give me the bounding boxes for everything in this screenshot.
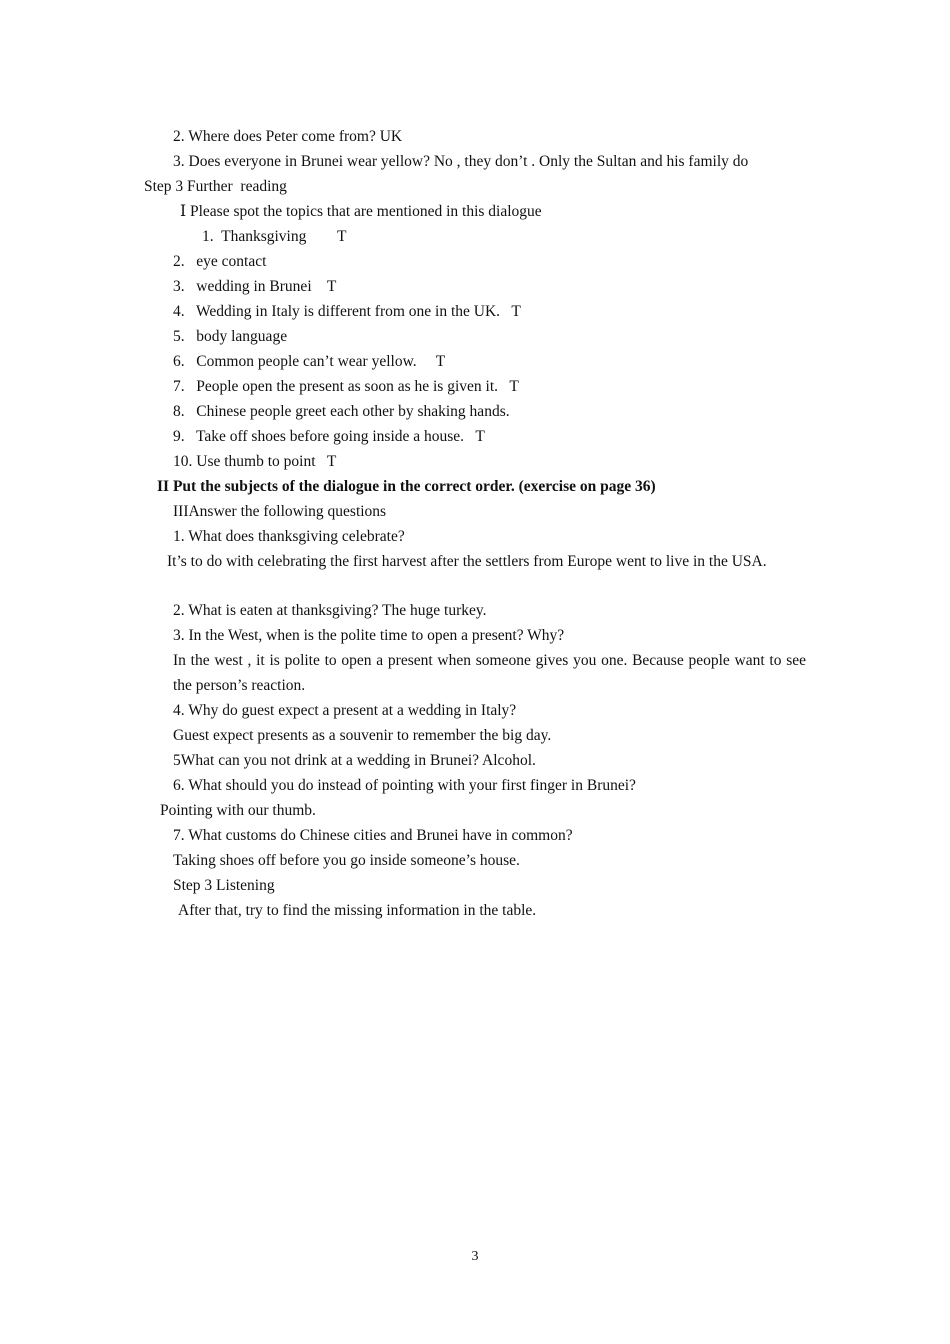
question-peter-origin: 2. Where does Peter come from? UK (173, 128, 403, 145)
topic-item-5: 5. body language (173, 328, 288, 345)
answer-text-6: Pointing with our thumb. (160, 802, 316, 819)
topic-item-9: 9. Take off shoes before going inside a house. T (173, 428, 485, 445)
listening-task: After that, try to find the missing information in the table. (178, 902, 537, 919)
answer-text-3: In the west , it is polite to open a present when someone gives you one. Because people want to see the person’s reaction. (173, 652, 806, 694)
topic-item-8: 8. Chinese people greet each other by shaking hands. (173, 403, 510, 420)
section-heading-order-subjects: II Put the subjects of the dialogue in the correct order. (exercise on page 36) (157, 478, 656, 495)
topic-item-1: 1. Thanksgiving T (202, 228, 347, 245)
topic-item-10: 10. Use thumb to point T (173, 453, 337, 470)
step-heading-listening: Step 3 Listening (173, 877, 275, 894)
topic-item-2: 2. eye contact (173, 253, 267, 270)
topic-item-4: 4. Wedding in Italy is different from one in the UK. T (173, 303, 521, 320)
page-number: 3 (471, 1249, 479, 1264)
section-heading-answer-questions: IIIAnswer the following questions (173, 503, 387, 520)
answer-text-7: Taking shoes off before you go inside someone’s house. (173, 852, 520, 869)
step-heading-further-reading: Step 3 Further reading (144, 178, 287, 195)
answer-question-2: 2. What is eaten at thanksgiving? The huge turkey. (173, 602, 487, 619)
answer-text-1: It’s to do with celebrating the first harvest after the settlers from Europe went to live in the USA. (167, 553, 767, 570)
answer-question-3: 3. In the West, when is the polite time to open a present? Why? (173, 627, 565, 644)
question-brunei-yellow: 3. Does everyone in Brunei wear yellow? No , they don’t . Only the Sultan and his family do (173, 153, 749, 170)
topic-item-7: 7. People open the present as soon as he is given it. T (173, 378, 519, 395)
answer-question-6: 6. What should you do instead of pointing with your first finger in Brunei? (173, 777, 636, 794)
answer-question-1: 1. What does thanksgiving celebrate? (173, 528, 405, 545)
answer-question-5: 5What can you not drink at a wedding in Brunei? Alcohol. (173, 752, 536, 769)
answer-question-7: 7. What customs do Chinese cities and Brunei have in common? (173, 827, 573, 844)
topic-item-6: 6. Common people can’t wear yellow. T (173, 353, 446, 370)
answer-text-4: Guest expect presents as a souvenir to remember the big day. (173, 727, 552, 744)
answer-question-4: 4. Why do guest expect a present at a wedding in Italy? (173, 702, 517, 719)
section-heading-spot-topics: Ⅰ Please spot the topics that are mentioned in this dialogue (180, 203, 542, 220)
topic-item-3: 3. wedding in Brunei T (173, 278, 337, 295)
